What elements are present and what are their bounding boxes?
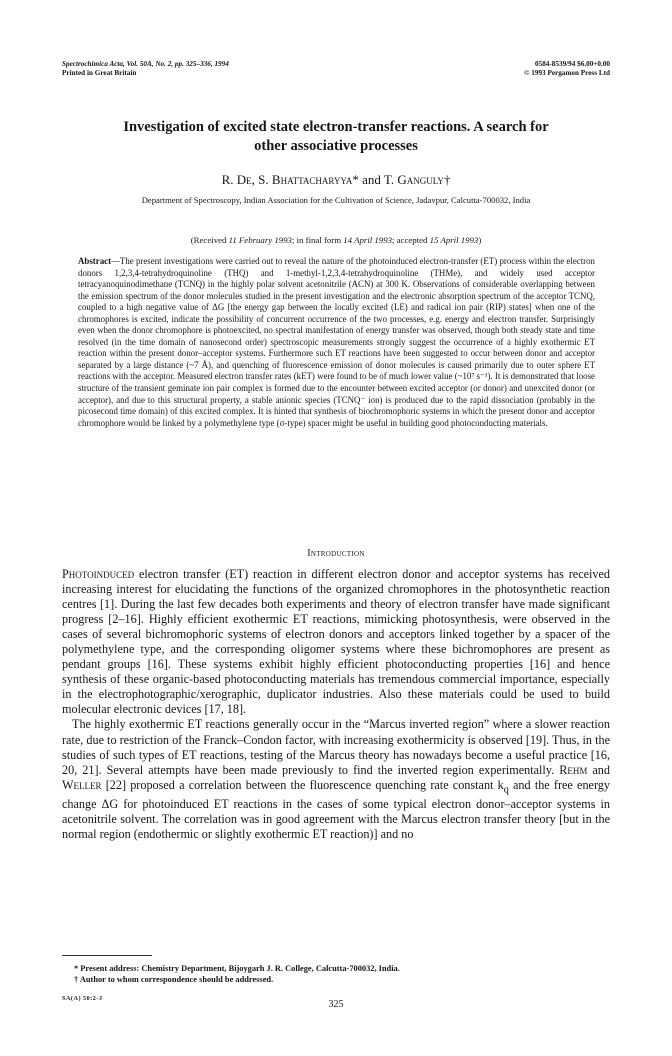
printer-code: SA(A) 50:2-J [62, 995, 103, 1002]
final-label: ; in final form [291, 235, 344, 245]
author-3-initial: T. [383, 172, 398, 187]
author-2-initial: S. [258, 172, 272, 187]
author-and: and [358, 172, 384, 187]
section-heading-introduction: Introduction [307, 548, 365, 559]
received-open: (Received [190, 235, 229, 245]
affiliation: Department of Spectroscopy, Indian Association for the Cultivation of Science, Jadavpur, Calcutta-700032, India [141, 195, 531, 205]
intro-paragraph-1 [62, 567, 610, 717]
final-date: 14 April 1993 [343, 235, 392, 245]
page-number: 325 [328, 999, 344, 1010]
intro-paragraph-2 [62, 717, 610, 842]
intro-p1-text: electron transfer (ET) reaction in different electron donor and acceptor systems has received increasing interest for elucidating the functions of the organized chromophores in the photosynthetic reaction centres [1]. During the last few decades both experiments and theory of electron transfer have made significant progress [2–16]. Highly efficient exothermic ET reactions, mimicking photosynthesis, were observed in the cases of several bichromophoric systems of electron donors and acceptors linked together by a spacer of the polymethylene type, and the corresponding oligomer systems where these bichromophores are present as pendant groups [16]. These systems exhibit highly efficient photoconducting properties [16] and hence synthesis of these organic-based photoconducting materials has tremendous commercial importance, especially in the electrophotographic/xerographic, duplicator industries. Also these materials could be used to build molecular electronic devices [17, 18]. [62, 567, 610, 717]
printed-in: Printed in Great Britain [62, 69, 137, 77]
title-line-1: Investigation of excited state electron-transfer reactions. A search for [123, 119, 549, 135]
intro-lead-word: Photoinduced [62, 567, 135, 581]
author-weller: Weller [62, 777, 102, 792]
author-1-initial: R. [221, 172, 237, 187]
author-list [70, 172, 602, 188]
issn-price: 0584-8539/94 $6.00+0.00 [535, 60, 610, 68]
intro-p2-text-a: The highly exothermic ET reactions generally occur in the “Marcus inverted region” where a slower reaction rate, due to restriction of the Franck–Condon factor, with increasing exothermicity is observed [19]. Thus, in the studies of such types of ET reactions, testing of the Marcus theory has nowadays become a useful practice [16, 20, 21]. Several attempts have been made previously to find the inverted region experimentally. [62, 717, 610, 777]
journal-header-left [62, 60, 229, 78]
footnote-correspondence: † Author to whom correspondence should be addressed. [74, 975, 274, 984]
introduction-body [62, 567, 610, 842]
intro-p2-and: and [587, 762, 610, 777]
author-3-name: Ganguly [397, 172, 444, 187]
author-2-name: Bhattacharyya [271, 172, 353, 187]
received-close: ) [478, 235, 482, 245]
abstract-label: Abstract [78, 256, 112, 266]
title-line-2: other associative processes [254, 138, 418, 154]
kq-subscript: q [503, 784, 509, 796]
accepted-date: 15 April 1993 [429, 235, 479, 245]
copyright-notice: © 1993 Pergamon Press Ltd [524, 69, 610, 77]
intro-p2-text-c: and the free energy change ΔG for photoinduced ET reactions in the cases of some typical electron donor–acceptor systems in acetonitrile solvent. The correlation was in good agreement with the Marcus electron transfer theory [but in the normal region (endothermic or slightly exothermic ET reaction)] and no [62, 777, 610, 842]
author-1-name: De [236, 172, 252, 187]
journal-citation: Spectrochimica Acta, Vol. 50A, No. 2, pp. 325–336, 1994 [62, 60, 229, 68]
intro-p2-text-b: [22] proposed a correlation between the fluorescence quenching rate constant k [101, 777, 504, 792]
accepted-label: ; accepted [392, 235, 430, 245]
abstract [78, 256, 595, 429]
author-separator: , [251, 172, 259, 187]
journal-header-right [524, 60, 610, 78]
abstract-text: —The present investigations were carried out to reveal the nature of the photoinduced electron-transfer (ET) process within the electron donors 1,2,3,4-tetrahydroquinoline (THQ) and 1-methyl-1,2,3,4-tetrahydroquinoline (THMe), and widely used acceptor tetracyanoquinodimethane (TCNQ) in the highly polar solvent acetonitrile (ACN) at 300 K. Observations of considerable overlapping between the emission spectrum of the donor molecules studied in the present investigation and the electronic absorption spectrum of the acceptor TCNQ, coupled to a high negative value of ΔG [the energy gap between the locally excited (LE) and radical ion pair (RIP) states] when one of the chromophores is excited, indicate the possibility of concurrent occurrence of the two processes, e.g. energy and electron transfer. Surprisingly even when the donor chromophore is photoexcited, no spectral manifestation of energy transfer was observed, though both steady state and time resolved (in the time domain of nanosecond order) spectroscopic measurements strongly suggest the occurrence of a highly exothermic ET reaction within the present donor–acceptor systems. Furthermore such ET reactions have been suggested to occur between donor and acceptor separated by a large distance (~7 Å), and quenching of fluorescence emission of donor molecules is caused primarily due to outer sphere ET reactions with the acceptor. Measured electron transfer rates (kET) were found to be of much lower value (~10⁷ s⁻¹). It is demonstrated that loose structure of the transient geminate ion pair complex is formed due to the encounter between excited acceptor (or donor) and unexcited donor (or acceptor), and due to this structural property, a stable anionic species (TCNQ⁻ ion) is produced due to the rapid dissociation (probably in the picosecond time domain) of this excited complex. It is hinted that synthesis of biochromophoric systems in which the present donor and acceptor chromophore would be linked by a polymethylene type (σ-type) spacer might be useful in building good photoconducting materials. [78, 256, 595, 428]
received-dates [72, 235, 600, 246]
author-rehm: Rehm [559, 762, 588, 777]
footnote-present-address: * Present address: Chemistry Department, Bijoygarh J. R. College, Calcutta-700032, India. [74, 964, 400, 973]
footnote-rule [62, 955, 152, 956]
author-2-mark: * [352, 172, 359, 187]
received-date: 11 February 1993 [228, 235, 292, 245]
paper-title [70, 118, 602, 156]
author-3-mark: † [443, 172, 451, 187]
